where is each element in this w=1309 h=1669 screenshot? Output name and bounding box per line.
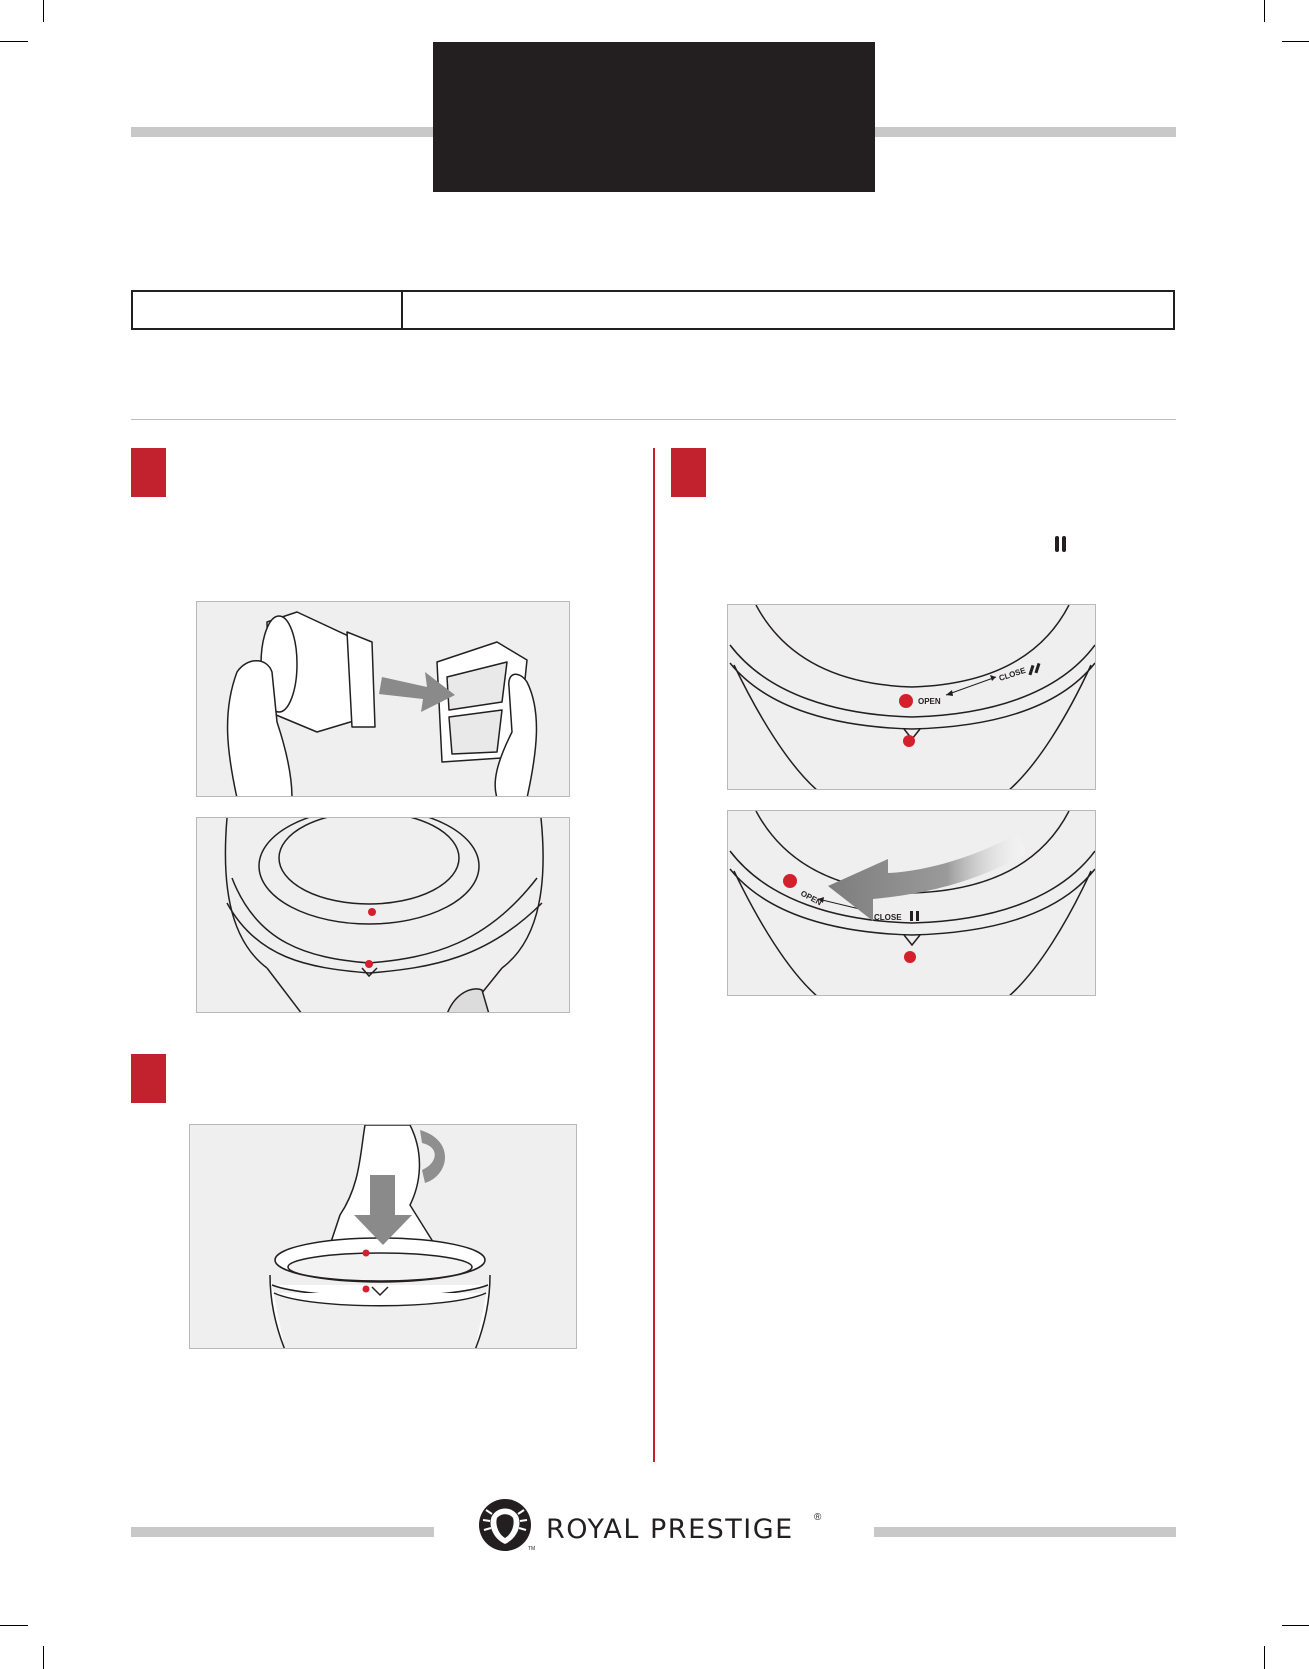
header-bar-right bbox=[874, 127, 1176, 137]
crop-mark bbox=[1282, 41, 1309, 42]
close-lock-icon bbox=[1055, 536, 1067, 552]
open-label: OPEN bbox=[799, 888, 824, 908]
crop-mark bbox=[43, 1646, 44, 1669]
crop-mark bbox=[0, 41, 28, 42]
info-table bbox=[131, 290, 1175, 330]
crop-mark bbox=[43, 0, 44, 22]
step-marker bbox=[131, 1054, 166, 1103]
header-bar-left bbox=[131, 127, 434, 137]
crop-mark bbox=[1264, 1646, 1265, 1669]
section-divider bbox=[131, 419, 1176, 420]
open-position-drawing bbox=[728, 605, 1096, 790]
step-marker bbox=[671, 448, 706, 497]
footer-bar-right bbox=[874, 1527, 1176, 1537]
trademark-mark: TM bbox=[528, 1546, 536, 1552]
close-label: CLOSE bbox=[874, 913, 902, 922]
lion-head-icon bbox=[478, 1496, 534, 1554]
crop-mark bbox=[1282, 1625, 1309, 1626]
title-block bbox=[433, 42, 875, 192]
registered-mark: ® bbox=[814, 1512, 822, 1523]
illustration-bowl-ring bbox=[196, 817, 570, 1013]
lid-lowering-drawing bbox=[190, 1125, 577, 1349]
close-label: CLOSE bbox=[997, 665, 1027, 683]
footer-bar-left bbox=[131, 1527, 434, 1537]
table-divider bbox=[401, 292, 403, 328]
illustration-open-position bbox=[727, 604, 1096, 790]
close-rotation-drawing bbox=[728, 811, 1096, 996]
crop-mark bbox=[0, 1625, 28, 1626]
step-marker bbox=[131, 448, 166, 497]
column-divider bbox=[653, 448, 655, 1462]
brand-logo bbox=[478, 1496, 838, 1556]
bowl-ring-drawing bbox=[197, 818, 570, 1013]
crop-mark bbox=[1264, 0, 1265, 22]
illustration-lid-lowering bbox=[189, 1124, 577, 1349]
open-label: OPEN bbox=[918, 697, 941, 706]
illustration-close-rotation bbox=[727, 810, 1096, 996]
brand-name: ROYAL PRESTIGE bbox=[546, 1514, 794, 1545]
filter-insert-drawing bbox=[197, 602, 570, 797]
illustration-filter-insert bbox=[196, 601, 570, 797]
